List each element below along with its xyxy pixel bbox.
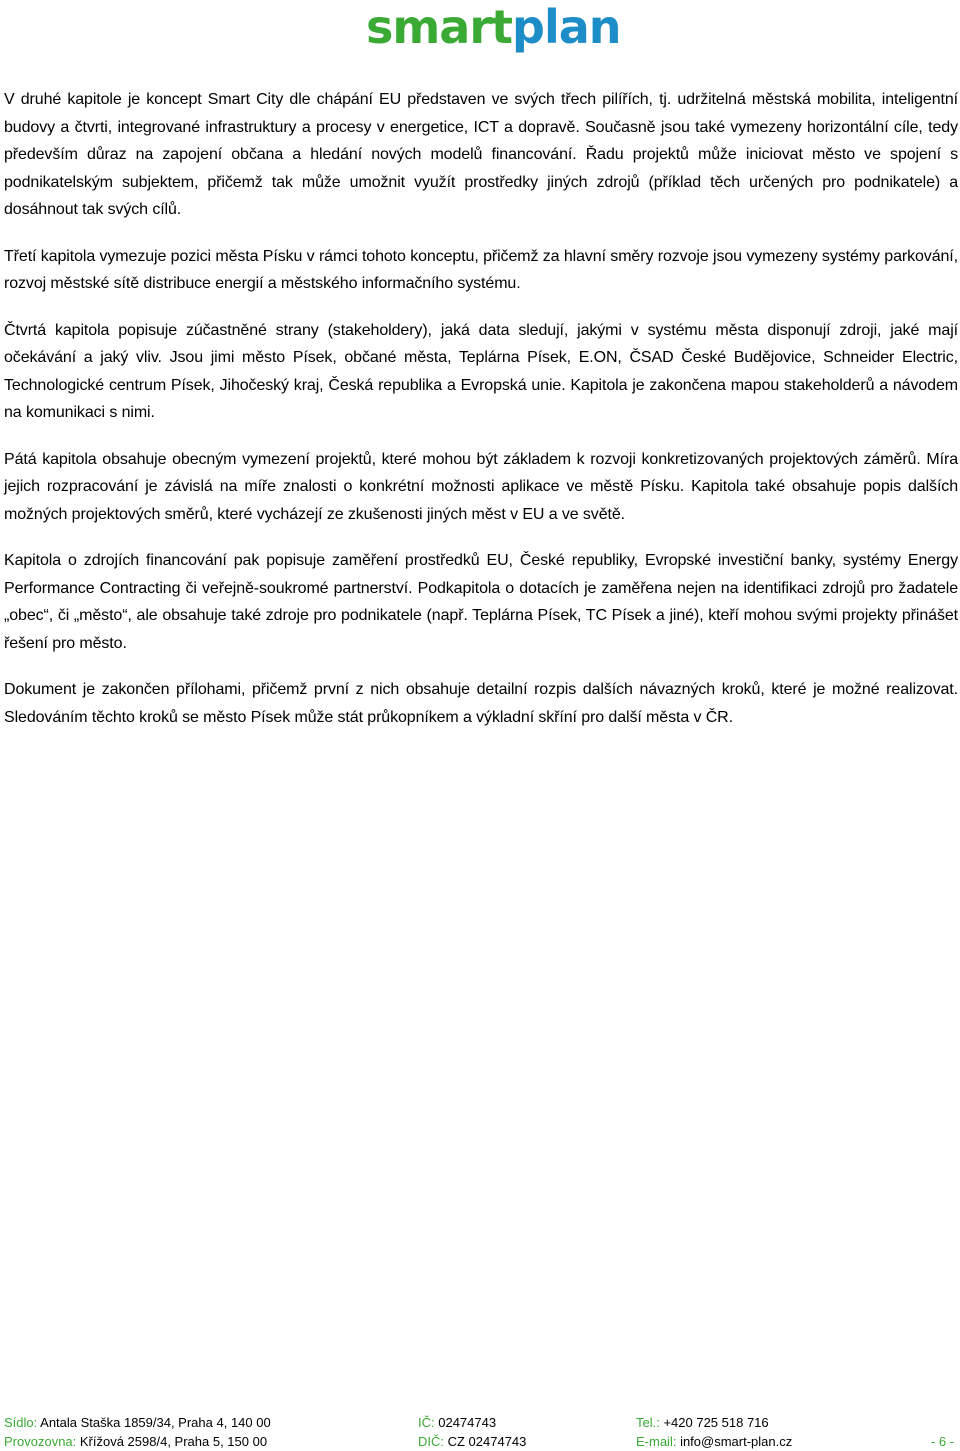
footer-sidlo [4,1413,271,1432]
footer-provozovna-value: Křížová 2598/4, Praha 5, 150 00 [76,1434,268,1449]
paragraph-chapter-2: V druhé kapitole je koncept Smart City dle chápání EU představen ve svých třech pilířích, tj. udržitelná městská mobilita, inteligentní budovy a čtvrti, integrované infrastruktury a procesy v energetice, ICT a dopravě. Současně jsou také vymezeny horizontální cíle, tedy především důraz na zapojení občana a hledání nových modelů financování. Řadu projektů může iniciovat město ve spojení s podnikatelským subjektem, přičemž tak může umožnit využít prostředky jiných zdrojů (příklad těch určených pro podnikatele) a dosáhnout tak svých cílů. [4,91,958,218]
paragraph-chapter-5: Pátá kapitola obsahuje obecným vymezení projektů, které mohou být základem k rozvoji konkretizovaných projektových záměrů. Míra jejich rozpracování je závislá na míře znalosti o konkrétní možnosti aplikace ve městě Písku. Kapitola také obsahuje popis dalších možných projektových směrů, které vycházejí ze zkušenosti jiných měst v EU a ve světě. [4,450,958,523]
paragraph-financing: Kapitola o zdrojích financování pak popisuje zaměření prostředků EU, České republiky, Evropské investiční banky, systémy Energy Performance Contracting či veřejně-soukromé partnerství. Podkapitola o dotacích je zaměřena nejen na identifikaci zdrojů pro žadatele „obec“, či „město“, ale obsahuje také zdroje pro podnikatele (např. Teplárna Písek, TC Písek a jiné), kteří mohou svými projekty přinášet řešení pro město. [4,552,958,652]
footer-contact-column [636,1413,792,1451]
logo-text-smart: smart [366,0,513,54]
footer-email [636,1432,792,1451]
footer-page-number-column [931,1413,954,1451]
footer-ids-column [418,1413,526,1451]
footer-sidlo-label: Sídlo: [4,1415,38,1430]
page-number: - 6 - [930,1434,954,1449]
footer-email-value[interactable]: info@smart-plan.cz [676,1434,793,1449]
footer-ic [418,1413,526,1432]
footer-provozovna-label: Provozovna: [4,1434,77,1449]
smartplan-logo [366,0,621,60]
paragraph-chapter-4: Čtvrtá kapitola popisuje zúčastněné strany (stakeholdery), jaká data sledují, jakými v systému města disponují zdroji, jaké mají očekávání a jaký vliv. Jsou jimi město Písek, občané města, Teplárna Písek, E.ON, ČSAD České Budějovice, Schneider Electric, Technologické centrum Písek, Jihočeský kraj, Česká republika a Evropská unie. Kapitola je zakončena mapou stakeholderů a návodem na komunikaci s nimi. [4,321,958,421]
footer-dic [418,1432,526,1451]
footer-ic-value: 02474743 [434,1415,497,1430]
footer-email-label: E-mail: [636,1434,677,1449]
page-footer [4,1413,958,1451]
footer-address-column [4,1413,271,1451]
footer-tel-value: +420 725 518 716 [659,1415,769,1430]
footer-dic-label: DIČ: [418,1434,444,1449]
footer-tel-label: Tel.: [636,1415,660,1430]
paragraph-chapter-3: Třetí kapitola vymezuje pozici města Písku v rámci tohoto konceptu, přičemž za hlavní směry rozvoje jsou vymezeny systémy parkování, rozvoj městské sítě distribuce energií a městského informačního systému. [4,247,958,292]
footer-provozovna [4,1432,271,1451]
footer-sidlo-value: Antala Staška 1859/34, Praha 4, 140 00 [37,1415,271,1430]
footer-dic-value: CZ 02474743 [444,1434,527,1449]
document-body [4,86,958,750]
paragraph-appendices: Dokument je zakončen přílohami, přičemž první z nich obsahuje detailní rozpis dalších návazných kroků, které je možné realizovat. Sledováním těchto kroků se město Písek může stát průkopníkem a výkladní skříní pro další města v ČR. [4,681,958,726]
footer-ic-label: IČ: [418,1415,435,1430]
logo-text-plan: plan [512,0,621,54]
footer-tel [636,1413,792,1432]
